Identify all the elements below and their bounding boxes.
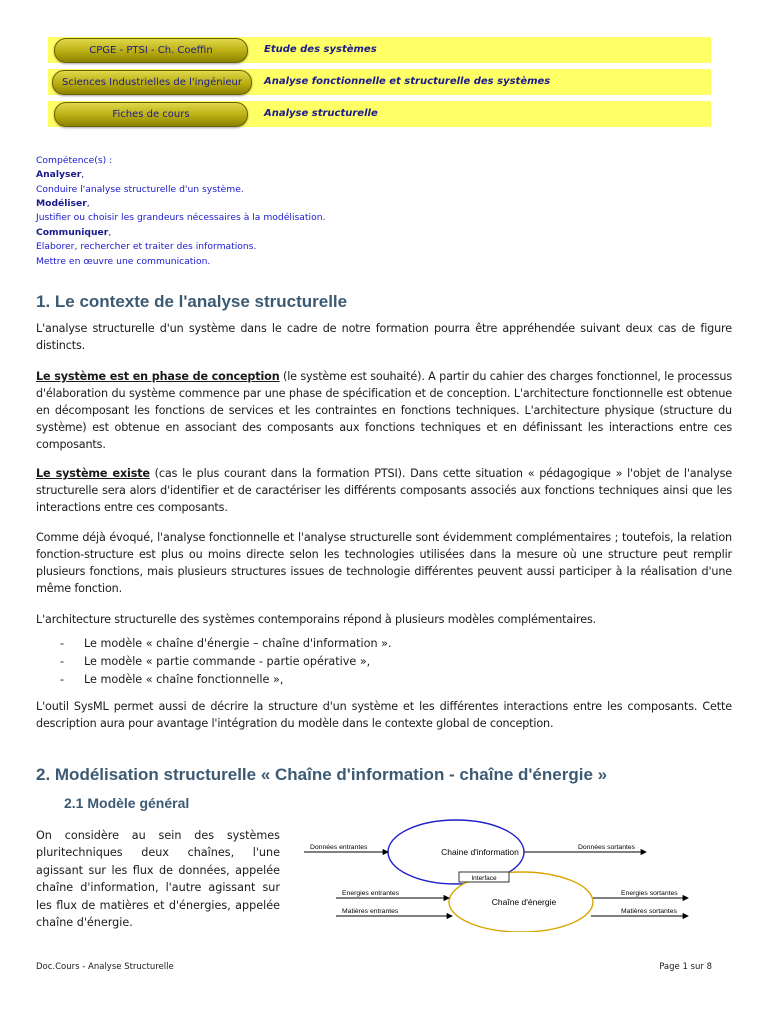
energy-chain-label: Chaîne d'énergie [491, 897, 557, 907]
competence-line: Justifier ou choisir les grandeurs nécessaires à la modélisation. [36, 212, 326, 223]
header-pill-course: CPGE - PTSI - Ch. Coeffin [54, 38, 248, 63]
section-1-title: 1. Le contexte de l'analyse structurelle [36, 292, 348, 311]
section-2-title: 2. Modélisation structurelle « Chaîne d'information - chaîne d'énergie » [36, 765, 608, 784]
energy-in-label: Energies entrantes [342, 890, 400, 897]
header-row-2 [48, 69, 711, 95]
chain-diagram [296, 812, 716, 932]
header-row-3 [48, 101, 711, 127]
footer-page-number: Page 1 sur 8 [659, 962, 712, 972]
competence-name: Analyser, [36, 169, 85, 180]
competence-name: Communiquer, [36, 227, 112, 238]
section-2-1-text: On considère au sein des systèmes pluritechniques deux chaînes, l'une agissant sur les flux de données, appelée chaîne d'information, l'autre agissant sur les flux de matières et d'énergies, appelée chaîne d'énergie. [36, 829, 280, 930]
bullet-item: Le modèle « chaîne fonctionnelle », [84, 673, 284, 686]
energy-out-label: Energies sortantes [621, 890, 678, 897]
header-title-2: Analyse fonctionnelle et structurelle des systèmes [264, 76, 551, 87]
section-1-paragraph-3: Comme déjà évoqué, l'analyse fonctionnelle et l'analyse structurelle sont évidemment complémentaires ; toutefois, la relation fonction-structure est plus ou moins directe selon les technologies utilisées dans la mesure où une structure peut remplir plusieurs fonctions, mais plusieurs structures issues de technologie différentes peuvent aussi participer à la réalisation d'une même fonction. [36, 531, 732, 595]
competence-name: Modéliser, [36, 198, 90, 209]
competence-line: Conduire l'analyse structurelle d'un système. [36, 184, 244, 195]
case-conception-label: Le système est en phase de conception [36, 370, 280, 383]
interface-label: Interface [471, 875, 497, 882]
section-1-paragraph-4: L'architecture structurelle des systèmes contemporains répond à plusieurs modèles complémentaires. [36, 613, 597, 626]
competence-line: Mettre en œuvre une communication. [36, 256, 211, 267]
header-row-1 [48, 37, 711, 63]
competence-line: Elaborer, rechercher et traiter des informations. [36, 241, 257, 252]
data-in-label: Données entrantes [310, 844, 368, 851]
competences-heading: Compétence(s) : [36, 155, 113, 166]
bullet-item: Le modèle « partie commande - partie opérative », [84, 655, 371, 668]
bullet-marker: - [60, 655, 65, 668]
section-1-case-conception: Le système est en phase de conception (le système est souhaité). A partir du cahier des charges fonctionnel, le processus d'élaboration du système commence par une phase de spécification et de conception. L'architecture fonctionnelle est obtenue en décomposant les fonctions de services et les contraintes en fonctions techniques. L'architecture physique (structure du système) est obtenue en associant des composants aux fonctions techniques et en définissant les interactions entre ces composants. [36, 370, 732, 451]
info-chain-label: Chaine d'information [441, 847, 519, 857]
footer-left: Doc.Cours - Analyse Structurelle [36, 962, 174, 972]
matter-out-label: Matières sortantes [621, 908, 677, 915]
header-title-1: Etude des systèmes [264, 44, 377, 55]
bullet-marker: - [60, 637, 65, 650]
bullet-item: Le modèle « chaîne d'énergie – chaîne d'information ». [84, 637, 392, 650]
section-1-case-existing: Le système existe (cas le plus courant dans la formation PTSI). Dans cette situation « pédagogique » l'objet de l'analyse structurelle sera alors d'identifier et de caractériser les différents composants associés aux fonctions techniques ainsi que les interactions entre ces composants. [36, 467, 732, 514]
header-title-3: Analyse structurelle [264, 108, 378, 119]
data-out-label: Données sortantes [578, 844, 636, 851]
header-pill-subject: Sciences Industrielles de l'ingénieur [52, 70, 252, 95]
matter-in-label: Matières entrantes [342, 908, 399, 915]
section-2-1-title: 2.1 Modèle général [64, 795, 190, 811]
bullet-marker: - [60, 673, 65, 686]
case-existing-label: Le système existe [36, 467, 150, 480]
header-pill-type: Fiches de cours [54, 102, 248, 127]
section-1-intro: L'analyse structurelle d'un système dans le cadre de notre formation pourra être appréhendée suivant deux cas de figure distincts. [36, 322, 732, 352]
section-1-paragraph-5: L'outil SysML permet aussi de décrire la structure d'un système et les différentes interactions entre les composants. Cette description aura pour avantage l'intégration du modèle dans le contexte global de conception. [36, 700, 732, 730]
